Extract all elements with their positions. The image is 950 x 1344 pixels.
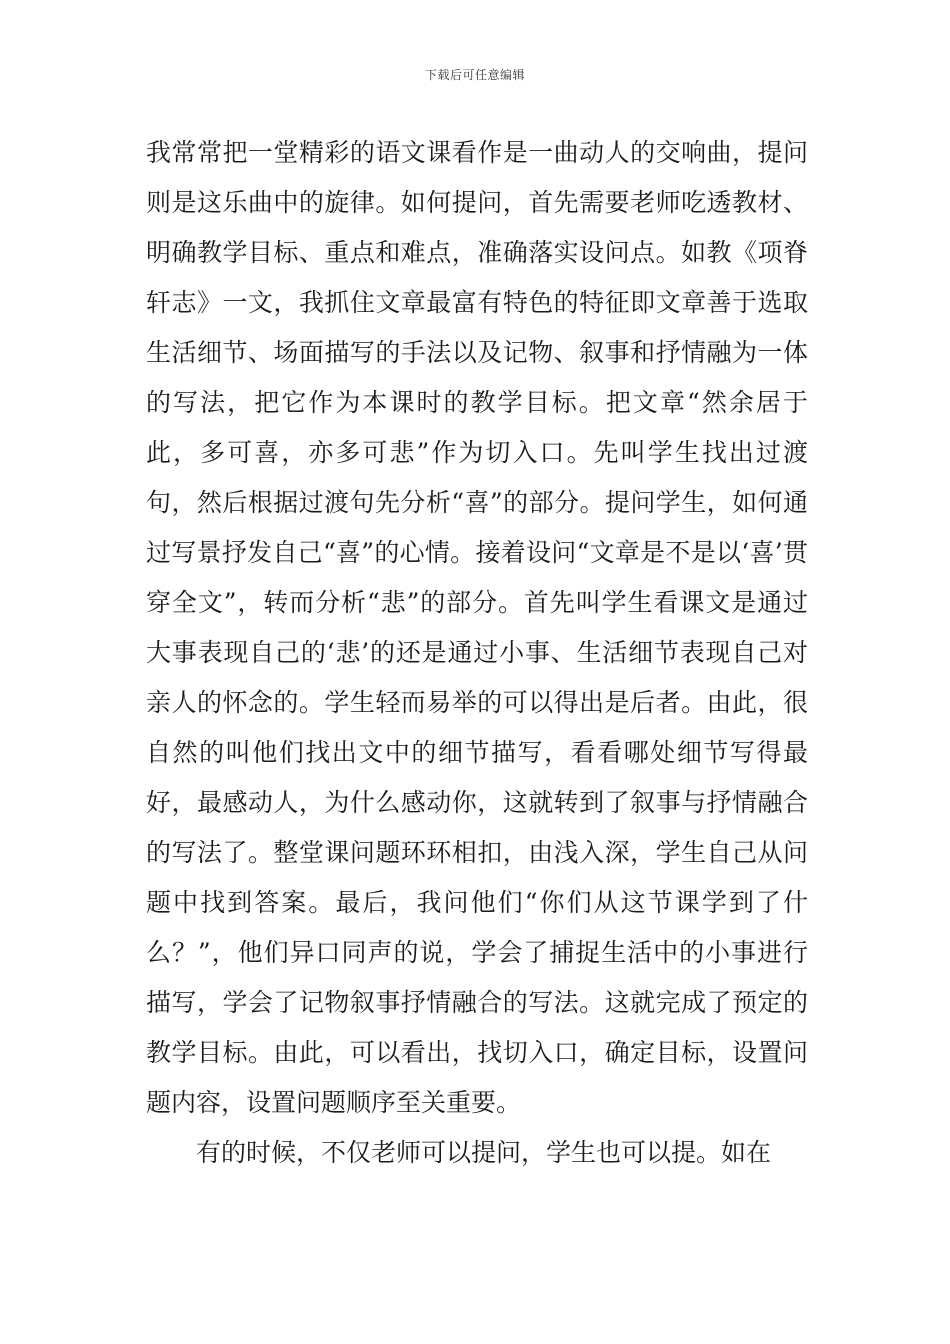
document-body (146, 128, 808, 1178)
paragraph-2: 有的时候，不仅老师可以提问，学生也可以提。如在 (196, 1138, 772, 1167)
paragraph-1: 我常常把一堂精彩的语文课看作是一曲动人的交响曲，提问则是这乐曲中的旋律。如何提问，首先需要老师吃透教材、明确教学目标、重点和难点，准确落实设问点。如教《项脊轩志》一文，我抓住文章最富有特色的特征即文章善于选取生活细节、场面描写的手法以及记物、叙事和抒情融为一体的写法，把它作为本课时的教学目标。把文章“然余居于此，多可喜，亦多可悲”作为切入口。先叫学生找出过渡句，然后根据过渡句先分析“喜”的部分。提问学生，如何通过写景抒发自己“喜”的心情。接着设问“文章是不是以‘喜’贯穿全文”，转而分析“悲”的部分。首先叫学生看课文是通过大事表现自己的‘悲’的还是通过小事、生活细节表现自己对亲人的怀念的。学生轻而易举的可以得出是后者。由此，很自然的叫他们找出文中的细节描写，看看哪处细节写得最好，最感动人，为什么感动你，这就转到了叙事与抒情融合的写法了。整堂课问题环环相扣，由浅入深，学生自己从问题中找到答案。最后，我问他们“你们从这节课学到了什么？”，他们异口同声的说，学会了捕捉生活中的小事进行描写，学会了记物叙事抒情融合的写法。这就完成了预定的教学目标。由此，可以看出，找切入口，确定目标，设置问题内容，设置问题顺序至关重要。 (146, 138, 808, 1117)
page-header: 下载后可任意编辑 (424, 68, 525, 82)
